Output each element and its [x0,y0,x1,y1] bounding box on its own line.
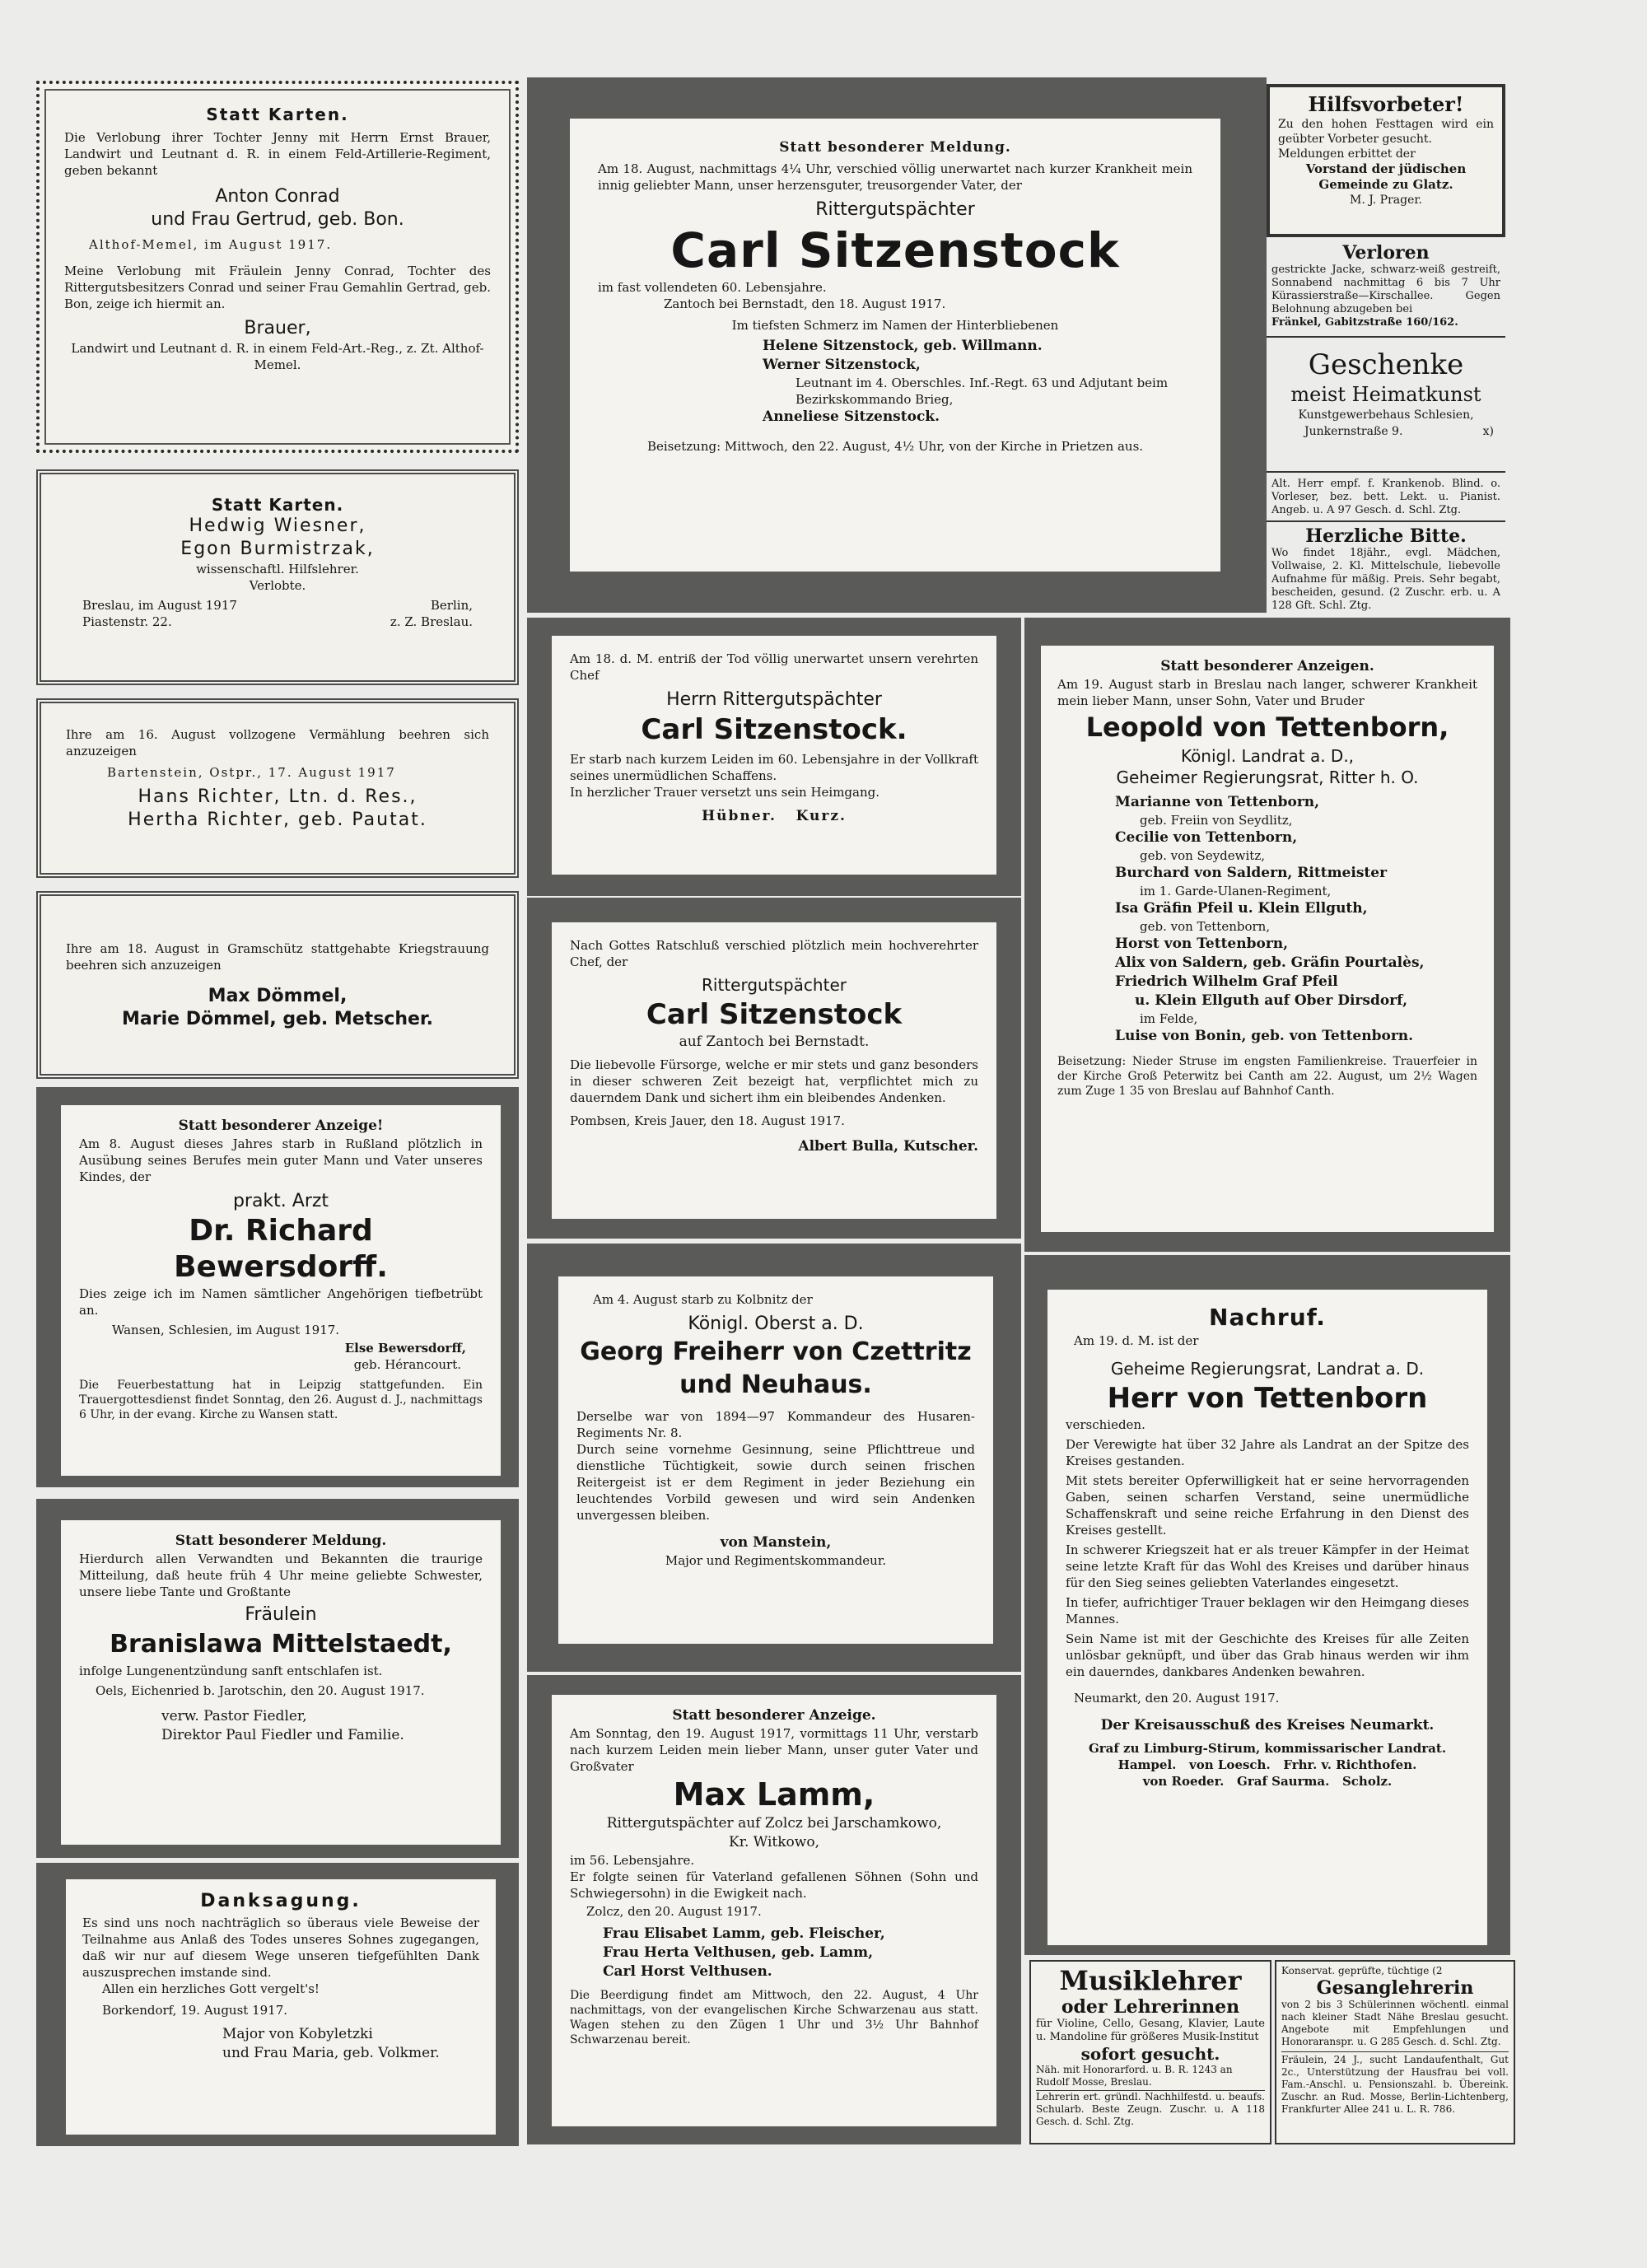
ad-text: Die liebevolle Fürsorge, welche er mir stets und ganz besonders in dieser schweren Zeit bezeigt hat, verpflichtet mich zu dauerndem Dank und sichert ihm ein bleibendes Andenken. [570,1057,978,1105]
ad-text: Am 8. August dieses Jahres starb in Rußland plötzlich in Ausübung seines Berufes mein guter Mann und Vater unseres Kindes, der [79,1136,483,1184]
ad-text: Die Feuerbestattung hat in Leipzig stattgefunden. Ein Trauergottesdienst findet Sonntag, den 26. August d. J., nachmittags 6 Uhr, in der evang. Kirche zu Wansen statt. [79,1379,483,1421]
ad-bewersdorff-frame [36,1087,519,1487]
ad-name: Max Lamm, [673,1776,875,1813]
ad-text: Zu den hohen Festtagen wird ein geübter Vorbeter gesucht. [1278,118,1494,146]
ad-heading: Verloren [1342,242,1430,264]
ad-sitzenstock-main [570,119,1220,572]
ad-text: Die Verlobung ihrer Tochter Jenny mit Herrn Ernst Brauer, Landwirt und Leutnant d. R. in einem Feld-Artillerie-Regiment, geben bekannt [64,130,491,178]
ad-text: Beisetzung: Nieder Struse im engsten Familienkreise. Trauerfeier in der Kirche Groß Peterwitz bei Canth am 22. August, um 2½ Wagen zum Zuge 1 35 von Breslau auf Bahnhof Canth. [1057,1055,1477,1098]
ad-title: Herrn Rittergutspächter [666,689,882,710]
ad-sign: Friedrich Wilhelm Graf Pfeil [1115,973,1338,990]
ad-text: Derselbe war von 1894—97 Kommandeur des Husaren-Regiments Nr. 8. [576,1409,975,1440]
ad-text: Ihre am 18. August in Gramschütz stattgehabte Kriegstrauung beehren sich anzuzeigen [66,941,489,973]
ad-text: Beisetzung: Mittwoch, den 22. August, 4½ Uhr, von der Kirche in Prietzen aus. [646,439,1144,454]
ad-nachruf-frame [1024,1255,1510,1955]
ad-place: Zolcz, den 20. August 1917. [586,1904,762,1919]
ad-name: Herr von Tettenborn [1107,1382,1428,1415]
ad-text: Er folgte seinen für Vaterland gefallenen Söhnen (Sohn und Schwiegersohn) in die Ewigkeit nach. [570,1869,978,1901]
ad-sitzenstock-frame [527,77,1267,613]
ad-text: von 2 bis 3 Schülerinnen wöchentl. einmal nach kleiner Stadt Nähe Breslau gesucht. Angebote mit Empfehlungen und Honoraranspr. u. G 285 Gesch. d. Schl. Ztg. [1281,1999,1509,2047]
ad-text: Konservat. geprüfte, tüchtige (2 [1281,1965,1443,1976]
ad-czettritz-obituary [558,1276,993,1644]
ad-title: Geheime Regierungsrat, Landrat a. D. [1110,1359,1425,1379]
ad-huebner-obituary [552,636,996,875]
ad-text: Am Sonntag, den 19. August 1917, vormittags 11 Uhr, verstarb nach kurzem Leiden mein lieber Mann, unser guter Vater und Großvater [570,1726,978,1774]
ad-heading: Hilfsvorbeter! [1308,92,1464,116]
ad-text: Ihre am 16. August vollzogene Vermählung beehren sich anzuzeigen [66,727,489,758]
ad-sign: Hübner. Kurz. [702,808,847,824]
ad-name: Max Dömmel, [208,986,348,1006]
ad-text: Kr. Witkowo, [729,1834,819,1850]
ad-sign: Albert Bulla, Kutscher. [798,1138,978,1155]
ad-name: Branislawa Mittelstaedt, [110,1630,452,1659]
ad-place: Zantoch bei Bernstadt, den 18. August 1917. [664,296,946,311]
ad-sign: Helene Sitzenstock, geb. Willmann. [763,338,1043,354]
ad-heading: Statt besonderer Meldung. [175,1533,387,1549]
ad-heading: Danksagung. [200,1891,362,1911]
ad-text: Am 19. August starb in Breslau nach langer, schwerer Krankheit mein lieber Mann, unser Sohn, Vater und Bruder [1057,677,1477,708]
ad-text: Am 18. August, nachmittags 4¼ Uhr, verschied völlig unerwartet nach kurzer Krankheit mein innig geliebter Mann, unser herzensguter, treusorgender Vater, der [598,161,1192,193]
ad-place: Piastenstr. 22. [82,614,172,629]
ad-text: Meine Verlobung mit Fräulein Jenny Conrad, Tochter des Rittergutsbesitzers Conrad und seiner Frau Gemahlin Gertrad, geb. Bon, zeige ich hiermit an. [64,264,491,311]
ad-sign: Major von Kobyletzki [222,2026,373,2042]
ad-name: Marie Dömmel, geb. Metscher. [122,1009,433,1029]
ad-place: Althof-Memel, im August 1917. [89,237,333,252]
ad-herzliche-bitte [1267,524,1505,614]
ad-text: Verlobte. [249,578,306,593]
ad-text: Näh. mit Honorarford. u. B. R. 1243 an Rudolf Mosse, Breslau. [1036,2064,1233,2088]
ad-text: Landwirt und Leutnant d. R. in einem Feld-Art.-Reg., z. Zt. Althof-Memel. [71,341,484,372]
ad-musiklehrer [1029,1960,1271,2144]
ad-hilfsvorbeter [1267,84,1505,237]
ad-mittelstaedt-frame [36,1499,519,1858]
ad-sign: M. J. Prager. [1350,194,1422,207]
ad-name: Leopold von Tettenborn, [1085,712,1449,743]
ad-text: gestrickte Jacke, schwarz-weiß gestreift, Sonnabend nachmittag 6 bis 7 Uhr Kürassierstraße—Kirschallee. Gegen Belohnung abzugeben bei [1271,264,1500,315]
ad-text: auf Zantoch bei Bernstadt. [679,1034,870,1050]
ad-nachruf [1047,1290,1487,1945]
ad-row [1271,423,1500,440]
ad-mourners [1057,793,1477,1046]
ad-sign: Marianne von Tettenborn, [1115,794,1320,810]
ad-name: Carl Sitzenstock [646,998,903,1031]
ad-text: Nach Gottes Ratschluß verschied plötzlich mein hochverehrter Chef, der [570,938,978,969]
ad-title: Königl. Oberst a. D. [688,1314,864,1334]
ad-text: Kunstgewerbehaus Schlesien, [1298,408,1474,422]
ad-sign: Frau Herta Velthusen, geb. Lamm, [603,1944,873,1961]
ad-sign: Hampel. von Loesch. Frhr. v. Richthofen. [1117,1757,1417,1772]
ad-text: Sein Name ist mit der Geschichte des Kreises für alle Zeiten unlösbar geknüpft, und über das Grab hinaus werden wir ihm ein dauerndes, dankbares Andenken bewahren. [1066,1631,1469,1679]
ad-mittelstaedt-obituary [61,1520,501,1845]
ad-text: im fast vollendeten 60. Lebensjahre. [598,280,827,295]
ad-place: z. Z. Breslau. [390,614,473,629]
ad-name: Carl Sitzenstock [670,222,1120,278]
ad-heading: Gesanglehrerin [1316,1977,1474,1999]
ad-sign: im 1. Garde-Ulanen-Regiment, [1140,884,1332,898]
ad-lamm-frame [527,1675,1021,2144]
ad-wiesner-engagement [36,469,519,685]
ad-text: Hierdurch allen Verwandten und Bekannten die traurige Mitteilung, daß heute früh 4 Uhr meine geliebte Schwester, unsere liebe Tante und Großtante [79,1552,483,1599]
ad-sign: Burchard von Saldern, Rittmeister [1115,865,1388,881]
ad-sign: Frau Elisabet Lamm, geb. Fleischer, [603,1925,885,1942]
ad-name: Dr. Richard Bewersdorff. [174,1214,388,1284]
ad-text: Am 4. August starb zu Kolbnitz der [593,1292,813,1307]
ad-place: Oels, Eichenried b. Jarotschin, den 20. August 1917. [96,1683,425,1698]
ad-text: Leutnant im 4. Oberschles. Inf.-Regt. 63 und Adjutant beim Bezirkskommando Brieg, [796,376,1169,407]
ad-text: Die Beerdigung findet am Mittwoch, den 22. August, 4 Uhr nachmittags, von der evangelischen Kirche Schwarzenau aus statt. Wagen stehen zu den Zügen 1 Uhr und 3½ Uhr Bahnhof Schwarzenau bereit. [570,1989,978,2046]
ad-lamm-obituary [552,1695,996,2126]
ad-title: Fräulein [245,1604,317,1625]
ad-sign: Graf zu Limburg-Stirum, kommissarischer Landrat. [1088,1741,1447,1756]
ad-text: wissenschaftl. Hilfslehrer. [196,562,359,576]
ad-bulla-frame [527,898,1021,1239]
ad-text: Mit stets bereiter Opferwilligkeit hat er seine hervorragenden Gaben, seinen scharfen Verstand, seine unermüdliche Schaffenskraft und seine reiche Erfahrung in den Dienst des Kreises gestellt. [1066,1473,1469,1538]
ad-sign: Werner Sitzenstock, [763,357,921,373]
ad-sign: Der Kreisausschuß des Kreises Neumarkt. [1100,1717,1435,1734]
ad-text: Es sind uns noch nachträglich so überaus viele Beweise der Teilnahme aus Anlaß des Todes unseres Sohnes zugegangen, daß wir nur auf diesem Wege unseren tiefgefühlten Dank auszusprechen imstande sind. [82,1916,479,1980]
ad-title: Rittergutspächter [815,199,975,220]
ad-geschenke [1267,341,1505,473]
ad-text: sofort gesucht. [1080,2044,1220,2064]
ad-places [82,597,473,630]
ad-krankenschwester [1267,476,1505,522]
ad-place: Wansen, Schlesien, im August 1917. [112,1323,340,1337]
ad-name: Georg Freiherr von Czettritz [580,1337,972,1366]
ad-sign: geb. von Seydewitz, [1140,848,1265,863]
ad-text: Allen ein herzliches Gott vergelt's! [102,1981,320,1996]
ad-richter-wedding [36,698,519,878]
ad-sign: Cecilie von Tettenborn, [1115,829,1298,846]
ad-title: prakt. Arzt [232,1191,329,1211]
ad-sign: von Manstein, [720,1534,832,1551]
ad-sign: und Frau Maria, geb. Volkmer. [222,2045,440,2061]
ad-heading: Statt besonderer Meldung. [779,139,1011,156]
ad-name: Hans Richter, Ltn. d. Res., [138,786,418,807]
ad-sign: Anneliese Sitzenstock. [763,408,940,425]
ad-text: infolge Lungenentzündung sanft entschlafen ist. [79,1664,383,1678]
ad-text: Junkernstraße 9. [1304,425,1403,438]
ad-sign: Major und Regimentskommandeur. [665,1553,887,1568]
ad-sign: u. Klein Ellguth auf Ober Dirsdorf, [1135,992,1407,1009]
ad-sign: geb. Hérancourt. [353,1357,461,1372]
ad-text: Er starb nach kurzem Leiden im 60. Lebensjahre in der Vollkraft seines unermüdlichen Schaffens. [570,752,978,783]
ad-sign: von Roeder. Graf Saurma. Scholz. [1142,1774,1393,1789]
ad-tettenborn-frame [1024,618,1510,1252]
ad-heading: Statt besonderer Anzeige! [178,1118,384,1134]
ad-place: Borkendorf, 19. August 1917. [102,2003,288,2018]
ad-text: für Violine, Cello, Gesang, Klavier, Laute u. Mandoline für größeres Musik-Institut [1036,2018,1265,2043]
ad-huebner-frame [527,618,1021,896]
ad-text: Im tiefsten Schmerz im Namen der Hinterbliebenen [731,318,1059,333]
ad-doemmel-wedding [36,891,519,1079]
ad-name: Hedwig Wiesner, [189,516,366,536]
ad-sign: Horst von Tettenborn, [1115,936,1289,952]
ad-text: verschieden. [1066,1417,1145,1432]
ad-name: und Frau Gertrud, geb. Bon. [151,209,404,230]
ad-text: Fräulein, 24 J., sucht Landaufenthalt, Gut 2c., Unterstützung der Hausfrau bei voll. Fam.-Anschl. u. Pensionszahl. b. Übereink. Zuschr. an Rud. Mosse, Berlin-Lichtenberg, Frankfurter Allee 241 u. L. R. 786. [1281,2051,1509,2116]
ad-text: Durch seine vornehme Gesinnung, seine Pflichttreue und dienstliche Tüchtigkeit, sowie durch seinen frischen Reitergeist ist er dem Regiment in jeder Beziehung ein leuchtendes Vorbild gewesen und wird sein Andenken unvergessen bleiben. [576,1442,975,1523]
ad-heading: Musiklehrer [1059,1965,1242,1996]
ad-place: Berlin, [430,598,473,613]
ad-text: In herzlicher Trauer versetzt uns sein Heimgang. [570,785,879,800]
ad-danksagung [66,1879,496,2135]
ad-danksagung-frame [36,1863,519,2146]
ad-text: Am 19. d. M. ist der [1074,1333,1199,1348]
ad-text: In tiefer, aufrichtiger Trauer beklagen wir den Heimgang dieses Mannes. [1066,1595,1469,1626]
ad-name: Egon Burmistrzak, [180,539,375,559]
ad-bulla-obituary [552,922,996,1219]
ad-place: Bartenstein, Ostpr., 17. August 1917 [107,765,396,780]
ad-text: Alt. Herr empf. f. Krankenob. Blind. o. Vorleser, bez. bett. Lekt. u. Pianist. Angeb. u. A 97 Gesch. d. Schl. Ztg. [1271,478,1500,516]
ad-place: Pombsen, Kreis Jauer, den 18. August 1917. [570,1113,845,1128]
ad-sign: Isa Gräfin Pfeil u. Klein Ellguth, [1115,900,1368,917]
ad-text: oder Lehrerinnen [1061,1996,1240,2018]
ad-text: Rittergutspächter auf Zolcz bei Jarschamkowo, [606,1815,942,1832]
ad-verloren [1267,240,1505,338]
ad-name: Hertha Richter, geb. Pautat. [128,810,427,830]
ad-place: Breslau, im August 1917 [82,598,237,613]
ad-heading: Herzliche Bitte. [1305,525,1467,547]
ad-sign: Else Bewersdorff, [344,1341,466,1356]
ad-gesanglehrerin [1275,1960,1515,2144]
ad-sign: Carl Horst Velthusen. [603,1963,772,1980]
ad-heading: Statt Karten. [211,495,344,515]
ad-text: Der Verewigte hat über 32 Jahre als Landrat an der Spitze des Kreises gestanden. [1066,1437,1469,1468]
ad-text: In schwerer Kriegszeit hat er als treuer Kämpfer in der Heimat seine letzte Kraft für das Wohl des Kreises und darüber hinaus für den Sieg seines geliebten Vaterlandes eingesetzt. [1066,1542,1469,1590]
ad-sign: geb. von Tettenborn, [1140,919,1271,934]
ad-heading: Nachruf. [1209,1304,1326,1331]
ad-text: Meldungen erbittet der [1278,147,1416,161]
ad-sign: geb. Freiin von Seydlitz, [1140,813,1293,828]
ad-text: Lehrerin ert. gründl. Nachhilfestd. u. beaufs. Schularb. Beste Zeugn. Zuschr. u. A 118 Gesch. d. Schl. Ztg. [1036,2091,1265,2127]
ad-sign: im Felde, [1140,1011,1198,1026]
ad-title: Geheimer Regierungsrat, Ritter h. O. [1116,768,1419,787]
ad-text: im 56. Lebensjahre. [570,1853,695,1868]
ad-sign: Alix von Saldern, geb. Gräfin Pourtalès, [1115,954,1425,971]
ad-brauer-engagement [36,81,519,453]
ad-tettenborn-obituary [1041,646,1494,1232]
ad-bewersdorff-obituary [61,1105,501,1476]
ad-text: Fränkel, Gabitzstraße 160/162. [1271,316,1458,329]
ad-heading: Statt Karten. [206,105,349,124]
ad-name: Brauer, [244,318,311,338]
ad-text: Dies zeige ich im Namen sämtlicher Angehörigen tiefbetrübt an. [79,1286,483,1318]
ad-sign: Luise von Bonin, geb. von Tettenborn. [1115,1028,1414,1044]
ad-name: Anton Conrad [215,186,340,207]
ad-title: Rittergutspächter [702,975,847,995]
ad-heading: Statt besonderer Anzeige. [672,1707,876,1724]
ad-czettritz-frame [527,1244,1021,1672]
ad-text: Am 18. d. M. entriß der Tod völlig unerwartet unsern verehrten Chef [570,651,978,683]
ad-name: und Neuhaus. [679,1370,872,1399]
ad-sign: Direktor Paul Fiedler und Familie. [161,1727,404,1743]
ad-text: Wo findet 18jähr., evgl. Mädchen, Vollwaise, 2. Kl. Mittelschule, liebevolle Aufnahme für mäßig. Preis. Sehr begabt, bescheiden, gesund. (2 Zuschr. erb. u. A 128 Gft. Schl. Ztg. [1271,547,1500,612]
ad-place: Neumarkt, den 20. August 1917. [1074,1691,1280,1706]
ad-sign: verw. Pastor Fiedler, [161,1708,307,1724]
ad-text: x) [1482,425,1494,438]
ad-title: Königl. Landrat a. D., [1180,746,1355,766]
ad-name: Carl Sitzenstock. [641,713,907,746]
ad-heading: Geschenke [1308,348,1464,381]
ad-text: meist Heimatkunst [1290,383,1481,406]
ad-heading: Statt besonderer Anzeigen. [1160,658,1374,674]
ad-text: Vorstand der jüdischen Gemeinde zu Glatz. [1305,161,1467,192]
